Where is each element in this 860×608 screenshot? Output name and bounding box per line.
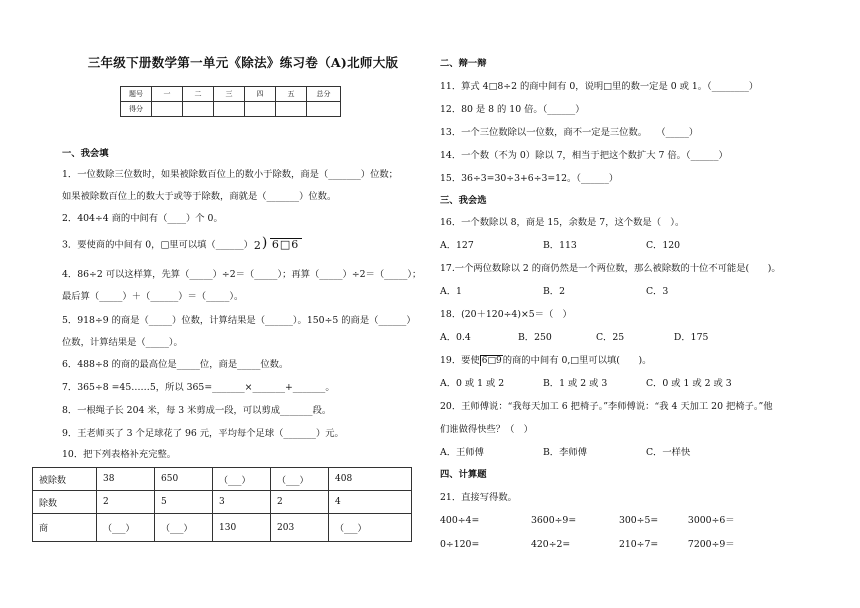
option-c[interactable]: C．25 [595,332,625,343]
question-10: 10．把下列表格补充完整。 [62,449,177,460]
calc-item: 0÷120= [440,539,480,550]
table-cell: 130 [213,514,271,542]
question-12: 12．80 是 8 的 10 倍。（______） [440,104,585,115]
question-9: 9．王老师买了 3 个足球花了 96 元，平均每个足球（_______）元。 [62,428,344,439]
option-a[interactable]: A．1 [440,286,462,297]
page-title: 三年级下册数学第一单元《除法》练习卷（A)北师大版 [87,55,399,70]
calc-row-2 [440,538,735,551]
option-a[interactable]: A．0 或 1 或 2 [440,378,505,389]
score-input-cell[interactable] [276,102,307,117]
option-b[interactable]: B．1 或 2 或 3 [542,378,608,389]
score-input-cell[interactable] [307,102,341,117]
question-4a: 4．86÷2 可以这样算，先算（_____）÷2＝（_____）；再算（_____）÷2＝（_____）； [62,269,422,280]
long-division-symbol [253,235,304,252]
question-19 [440,354,651,368]
question-5b: 位数，计算结果是（_____）。 [62,337,183,348]
score-table [120,86,341,117]
question-20b: 们谁做得快些？（ ） [440,424,533,435]
question-2: 2．404÷4 商的中间有（____）个 0。 [62,213,223,224]
score-input-cell[interactable] [152,102,183,117]
fill-table [32,467,412,542]
question-7: 7．365÷8 =45……5，所以 365=_______×_______+_______。 [62,382,335,393]
option-b[interactable]: B．李师傅 [542,447,587,458]
table-cell: 除数 [33,491,97,514]
option-a[interactable]: A．王师傅 [440,447,484,458]
score-cell: 总分 [307,87,341,102]
table-cell: 408 [329,468,412,491]
score-cell: 二 [183,87,214,102]
dividend-digits: 6□6 [271,238,300,251]
table-cell[interactable]: （___） [97,514,155,542]
option-b[interactable]: B．2 [542,286,566,297]
table-cell: 4 [329,491,412,514]
question-21: 21．直接写得数。 [440,492,517,503]
question-6: 6．488÷8 的商的最高位是_____位，商是_____位数。 [62,359,289,370]
score-cell: 五 [276,87,307,102]
table-cell: 2 [271,491,329,514]
score-input-cell[interactable] [214,102,245,117]
score-cell: 题号 [121,87,152,102]
calc-item: 400÷4= [440,515,480,526]
question-19-tail: 的商的中间有 0,□里可以填( )。 [502,355,652,366]
score-input-cell[interactable] [245,102,276,117]
table-row [33,491,412,514]
question-8: 8．一根绳子长 204 米，每 3 米剪成一段，可以剪成_______段。 [62,405,332,416]
question-3 [62,235,304,252]
section-heading-calc: 四、计算题 [440,469,487,480]
table-row [33,514,412,542]
question-20-options [440,446,690,459]
table-cell: 被除数 [33,468,97,491]
question-18: 18．(20＋120÷4)×5＝（ ） [440,309,572,320]
option-c[interactable]: C．3 [645,286,669,297]
section-heading-choose: 三、我会选 [440,195,487,206]
left-column [39,52,424,534]
table-cell[interactable]: （___） [271,468,329,491]
question-20a: 20．王师傅说：“我每天加工 6 把椅子。”李师傅说：“我 4 天加工 20 把椅子。”他 [440,401,773,412]
table-cell: 2 [97,491,155,514]
question-3-text: 3．要使商的中间有 0，□里可以填（______） [62,239,253,251]
question-11: 11．算式 4□8÷2 的商中间有 0，说明□里的数一定是 0 或 1。（________） [440,81,759,92]
table-cell[interactable]: （___） [155,514,213,542]
table-cell: 5 [155,491,213,514]
option-c[interactable]: C．0 或 1 或 2 或 3 [645,378,732,389]
option-c[interactable]: C．一样快 [645,447,691,458]
table-cell[interactable]: （___） [329,514,412,542]
question-14: 14．一个数（不为 0）除以 7，相当于把这个数扩大 7 倍。（______） [440,150,728,161]
calc-item: 210÷7= [618,539,659,550]
section-heading-judge: 二、辩一辩 [440,58,487,69]
option-b[interactable]: B．113 [542,240,577,251]
calc-item: 3600÷9= [530,515,577,526]
division-bracket-icon: ) [261,235,268,251]
question-19-lead: 19．要使 [440,355,480,366]
question-19-digits: 6□9 [481,356,502,366]
table-cell: 650 [155,468,213,491]
table-row [33,468,412,491]
option-d[interactable]: D．175 [673,332,709,343]
calc-item: 7200÷9＝ [687,539,735,550]
question-16: 16．一个数除以 8，商是 15，余数是 7，这个数是（ ）。 [440,217,685,228]
calc-row-1 [440,514,735,527]
table-cell: 商 [33,514,97,542]
question-1b: 如果被除数百位上的数大于或等于除数，商就是（_______）位数。 [62,191,337,202]
option-b[interactable]: B．250 [517,332,552,343]
section-heading-fill: 一、我会填 [62,148,109,159]
table-cell: 203 [271,514,329,542]
calc-item: 420÷2= [530,539,571,550]
question-19-options [440,377,732,390]
score-cell: 得分 [121,102,152,117]
score-cell: 三 [214,87,245,102]
question-17: 17.一个两位数除以 2 的商仍然是一个两位数，那么被除数的十位不可能是( )。 [440,263,781,274]
question-15: 15．36÷3=30÷3+6÷3=12。（______） [440,173,619,184]
question-5a: 5．918÷9 的商是（_____）位数，计算结果是（______）。150÷5 的商是（______） [62,315,416,326]
option-a[interactable]: A．127 [440,240,474,251]
question-18-options [440,331,708,344]
table-cell: 3 [213,491,271,514]
score-cell: 一 [152,87,183,102]
table-cell[interactable]: （___） [213,468,271,491]
question-17-options [440,285,668,298]
option-a[interactable]: A．0.4 [440,332,471,343]
calc-item: 300÷5= [618,515,659,526]
question-16-options [440,239,680,252]
score-input-cell[interactable] [183,102,214,117]
score-table-header-row [121,87,341,102]
table-cell: 38 [97,468,155,491]
divisor: 2 [253,239,261,252]
question-1a: 1．一位数除三位数时，如果被除数百位上的数小于除数，商是（_______）位数； [62,169,398,180]
question-19-division [480,355,503,366]
calc-item: 3000÷6＝ [687,515,735,526]
score-cell: 四 [245,87,276,102]
score-table-score-row [121,102,341,117]
question-4b: 最后算（_____）＋（______）＝（_____）。 [62,291,244,302]
question-13: 13．一个三位数除以一位数，商不一定是三位数。 （_____） [440,127,699,138]
option-c[interactable]: C．120 [645,240,681,251]
